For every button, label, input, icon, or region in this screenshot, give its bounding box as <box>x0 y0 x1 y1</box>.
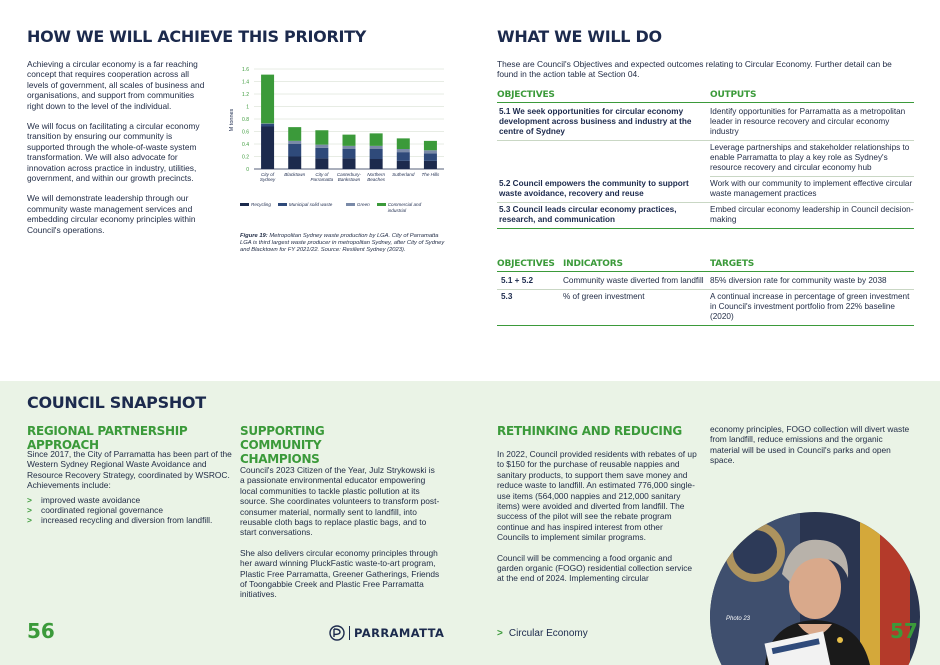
bar-segment <box>261 123 274 124</box>
champions-paragraph-1: Council's 2023 Citizen of the Year, Julz Strykowski is a passionate environmental educator empowering local communities to tackle plastic pollution at its source. She coordinates volunteers to transform post-consumer material, normally sent to landfill, into reusable cloth bags to replace plastic bags, and to start conversations. <box>240 465 440 538</box>
bar-segment <box>343 158 356 169</box>
x-tick-label: Sutherland <box>392 172 415 177</box>
col-objectives: OBJECTIVES <box>497 259 555 269</box>
objective-cell: 5.2 Council empowers the community to support waste avoidance, recovery and reuse <box>499 179 689 198</box>
chart-caption <box>240 233 445 254</box>
bullet-text: improved waste avoidance <box>41 494 141 505</box>
y-tick-label: 1 <box>246 104 249 111</box>
bar-segment <box>261 75 274 124</box>
bar-segment <box>343 146 356 149</box>
rethinking-paragraph-2: Council will be commencing a food organic and garden organic (FOGO) residential collection service at the end of 2024. Implementing circular <box>497 552 693 584</box>
legend-item <box>278 202 339 213</box>
legend-label: Green <box>356 202 370 207</box>
rethinking-heading: RETHINKING AND REDUCING <box>497 424 682 438</box>
target-cell: A continual increase in percentage of green investment in Council's investment portfolio from 22% baseline (2020) <box>710 292 910 321</box>
section-label <box>497 628 588 639</box>
list-item <box>27 505 232 515</box>
outputs-table-header <box>497 90 914 103</box>
y-tick-label: 1.2 <box>242 91 249 98</box>
bar-segment <box>315 148 328 159</box>
chevron-right-icon: > <box>27 494 32 505</box>
col-indicators: INDICATORS <box>563 259 623 269</box>
output-cell: Leverage partnerships and stakeholder relationships to enable Parramatta to play a key role as Sydney's resource recovery and circular economy hub <box>710 143 910 172</box>
regional-bullets <box>27 495 232 526</box>
y-tick-label: 1.4 <box>242 79 249 86</box>
rethinking-continued: economy principles, FOGO collection will divert waste from landfill, reduce emissions and the organic material will be used in Council's parks and open space. <box>710 424 910 466</box>
bar-segment <box>288 127 301 141</box>
left-body <box>27 59 207 245</box>
chart-bars <box>261 75 437 169</box>
legend-swatch <box>240 203 249 206</box>
bar-segment <box>370 149 383 159</box>
photo-label: Photo 23 <box>726 616 751 622</box>
bullet-text: increased recycling and diversion from landfill. <box>41 515 213 526</box>
objective-cell: 5.1 We seek opportunities for circular economy development across business and industry at the centre of Sydney <box>499 107 692 136</box>
left-paragraph-3: We will demonstrate leadership through our community waste management services and embedding circular economy principles within Council's operations. <box>27 193 196 235</box>
x-tick-label: The Hills <box>421 172 440 177</box>
y-tick-label: 0.8 <box>242 116 249 123</box>
x-tick-label: Canterbury-Bankstown <box>336 172 362 182</box>
targets-table-header <box>497 259 914 272</box>
caption-label: Figure 19: <box>240 233 268 239</box>
legend-swatch <box>278 203 287 206</box>
x-tick-label: Northern Beaches <box>367 172 386 182</box>
logo-divider <box>349 626 350 640</box>
legend-label: Municipal solid waste <box>288 202 333 207</box>
section-name: Circular Economy <box>508 628 588 639</box>
council-snapshot <box>0 381 940 665</box>
bar-segment <box>397 152 410 161</box>
champions-body <box>240 465 440 610</box>
logo-text: PARRAMATTA <box>354 626 445 640</box>
col-objectives: OBJECTIVES <box>497 90 555 100</box>
right-heading: WHAT WE WILL DO <box>497 27 662 46</box>
bar-segment <box>370 133 383 146</box>
table-row <box>497 203 914 229</box>
y-tick-label: 0.2 <box>242 154 249 161</box>
objective-cell: 5.1 + 5.2 <box>501 276 534 285</box>
bar-segment <box>343 149 356 158</box>
legend-item <box>346 202 370 213</box>
legend-item <box>377 202 438 213</box>
champions-heading: SUPPORTING COMMUNITY CHAMPIONS <box>240 424 325 466</box>
page-number-left: 56 <box>27 619 55 643</box>
caption-text: Metropolitan Sydney waste production by LGA. City of Parramatta LGA is third largest waste producer in metropolitan Sydney, after City of Sydney and Blacktown for FY 2021/22. Source: Resilient Sydney (2023). <box>240 233 445 253</box>
bar-segment <box>424 150 437 153</box>
bar-segment <box>397 138 410 149</box>
bar-segment <box>288 144 301 157</box>
rethinking-paragraph-1: In 2022, Council provided residents with rebates of up to $150 for the purchase of reusable nappies and sanitary products, to support them save money and reduce waste to landfill. An estimated 776,000 single-use items (564,000 nappies and 212,000 sanitary items) were avoided and diverted from landfill. The success of the pilot will see the rebate program continue and has inspired interest from other Councils to implement similar programs. <box>497 449 697 543</box>
logo-emblem-icon <box>329 625 345 641</box>
bar-segment <box>315 145 328 148</box>
table-row <box>497 177 914 203</box>
table-row <box>497 290 914 326</box>
x-tick-label: City of Parramatta <box>310 172 334 182</box>
left-heading: HOW WE WILL ACHIEVE THIS PRIORITY <box>27 27 367 46</box>
output-cell: Identify opportunities for Parramatta as a metropolitan leader in resource recovery and circular economy industry <box>710 107 906 136</box>
target-cell: 85% diversion rate for community waste by 2038 <box>710 276 887 285</box>
chart-legend <box>240 202 445 213</box>
chevron-right-icon: > <box>27 515 32 526</box>
bar-segment <box>315 158 328 169</box>
parramatta-logo <box>329 625 444 641</box>
table-row <box>710 141 914 177</box>
page-number-right: 57 <box>890 619 918 643</box>
regional-heading: REGIONAL PARTNERSHIP APPROACH <box>27 424 188 452</box>
y-tick-label: 0.4 <box>242 141 249 148</box>
indicator-cell: % of green investment <box>563 292 645 301</box>
bar-segment <box>288 141 301 144</box>
chart-ylabel: M tonnes <box>229 108 235 132</box>
bar-segment <box>370 146 383 149</box>
objective-cell: 5.3 <box>501 292 513 301</box>
left-paragraph-1: Achieving a circular economy is a far reaching concept that requires cooperation across all levels of government, all scales of business and organisations, and support from communities right down to the level of the individual. <box>27 59 205 111</box>
objective-cell: 5.3 Council leads circular economy practices, research, and communication <box>499 205 677 224</box>
rethinking-body <box>497 449 697 594</box>
table-row <box>497 272 914 290</box>
output-cell: Work with our community to implement effective circular waste management practices <box>710 179 913 198</box>
col-outputs: OUTPUTS <box>710 90 757 100</box>
legend-swatch <box>377 203 386 206</box>
bar-segment <box>370 159 383 169</box>
y-tick-label: 1.6 <box>242 66 249 73</box>
x-tick-label: Blacktown <box>284 172 306 177</box>
legend-swatch <box>346 203 355 206</box>
right-intro: These are Council's Objectives and expected outcomes relating to Circular Economy. Further detail can be found in the action table at Section 04. <box>497 59 892 80</box>
y-tick-label: 0 <box>246 166 249 173</box>
snapshot-heading: COUNCIL SNAPSHOT <box>27 393 206 412</box>
champions-paragraph-2: She also delivers circular economy principles through her award winning PluckFastic waste-to-art program, Plastic Free Parramatta, Greener Gatherings, Friends of Toongabbie Creek and Plastic Free Parramatta initiatives. <box>240 547 440 600</box>
chevron-right-icon: > <box>27 505 32 516</box>
output-cell: Embed circular economy leadership in Council decision-making <box>710 205 914 224</box>
bar-segment <box>424 153 437 161</box>
bar-segment <box>424 141 437 150</box>
x-tick-label: City of Sydney <box>259 172 276 182</box>
legend-label: Recycling <box>251 202 271 207</box>
bar-segment <box>424 161 437 169</box>
legend-item <box>240 202 271 213</box>
bar-segment <box>315 130 328 144</box>
col-targets: TARGETS <box>710 259 755 269</box>
chevron-right-icon: > <box>497 628 503 639</box>
bar-segment <box>343 135 356 146</box>
bar-segment <box>261 127 274 170</box>
waste-production-chart <box>222 58 447 192</box>
regional-body <box>27 449 232 526</box>
list-item <box>27 515 232 525</box>
indicator-cell: Community waste diverted from landfill <box>563 276 704 285</box>
targets-table <box>497 259 914 326</box>
bullet-text: coordinated regional governance <box>41 505 163 516</box>
bar-segment <box>397 149 410 152</box>
citizen-photo <box>710 512 920 665</box>
table-row <box>497 103 914 141</box>
regional-text: Since 2017, the City of Parramatta has been part of the Western Sydney Regional Waste Avoidance and Resource Recovery Strategy, coordinated by WSROC. Achievements include: <box>27 449 232 491</box>
bar-segment <box>261 124 274 127</box>
bar-segment <box>397 161 410 169</box>
left-paragraph-2: We will focus on facilitating a circular economy transition by ensuring our community is supported through the whole-of-waste system transformation. We will also advocate for innovation across practice in industry, utilities, government, and within our growth precincts. <box>27 121 200 184</box>
y-tick-label: 0.6 <box>242 129 249 136</box>
list-item <box>27 495 232 505</box>
legend-label: Commercial and industrial <box>387 202 422 213</box>
outputs-table <box>497 90 914 229</box>
bar-segment <box>288 157 301 170</box>
